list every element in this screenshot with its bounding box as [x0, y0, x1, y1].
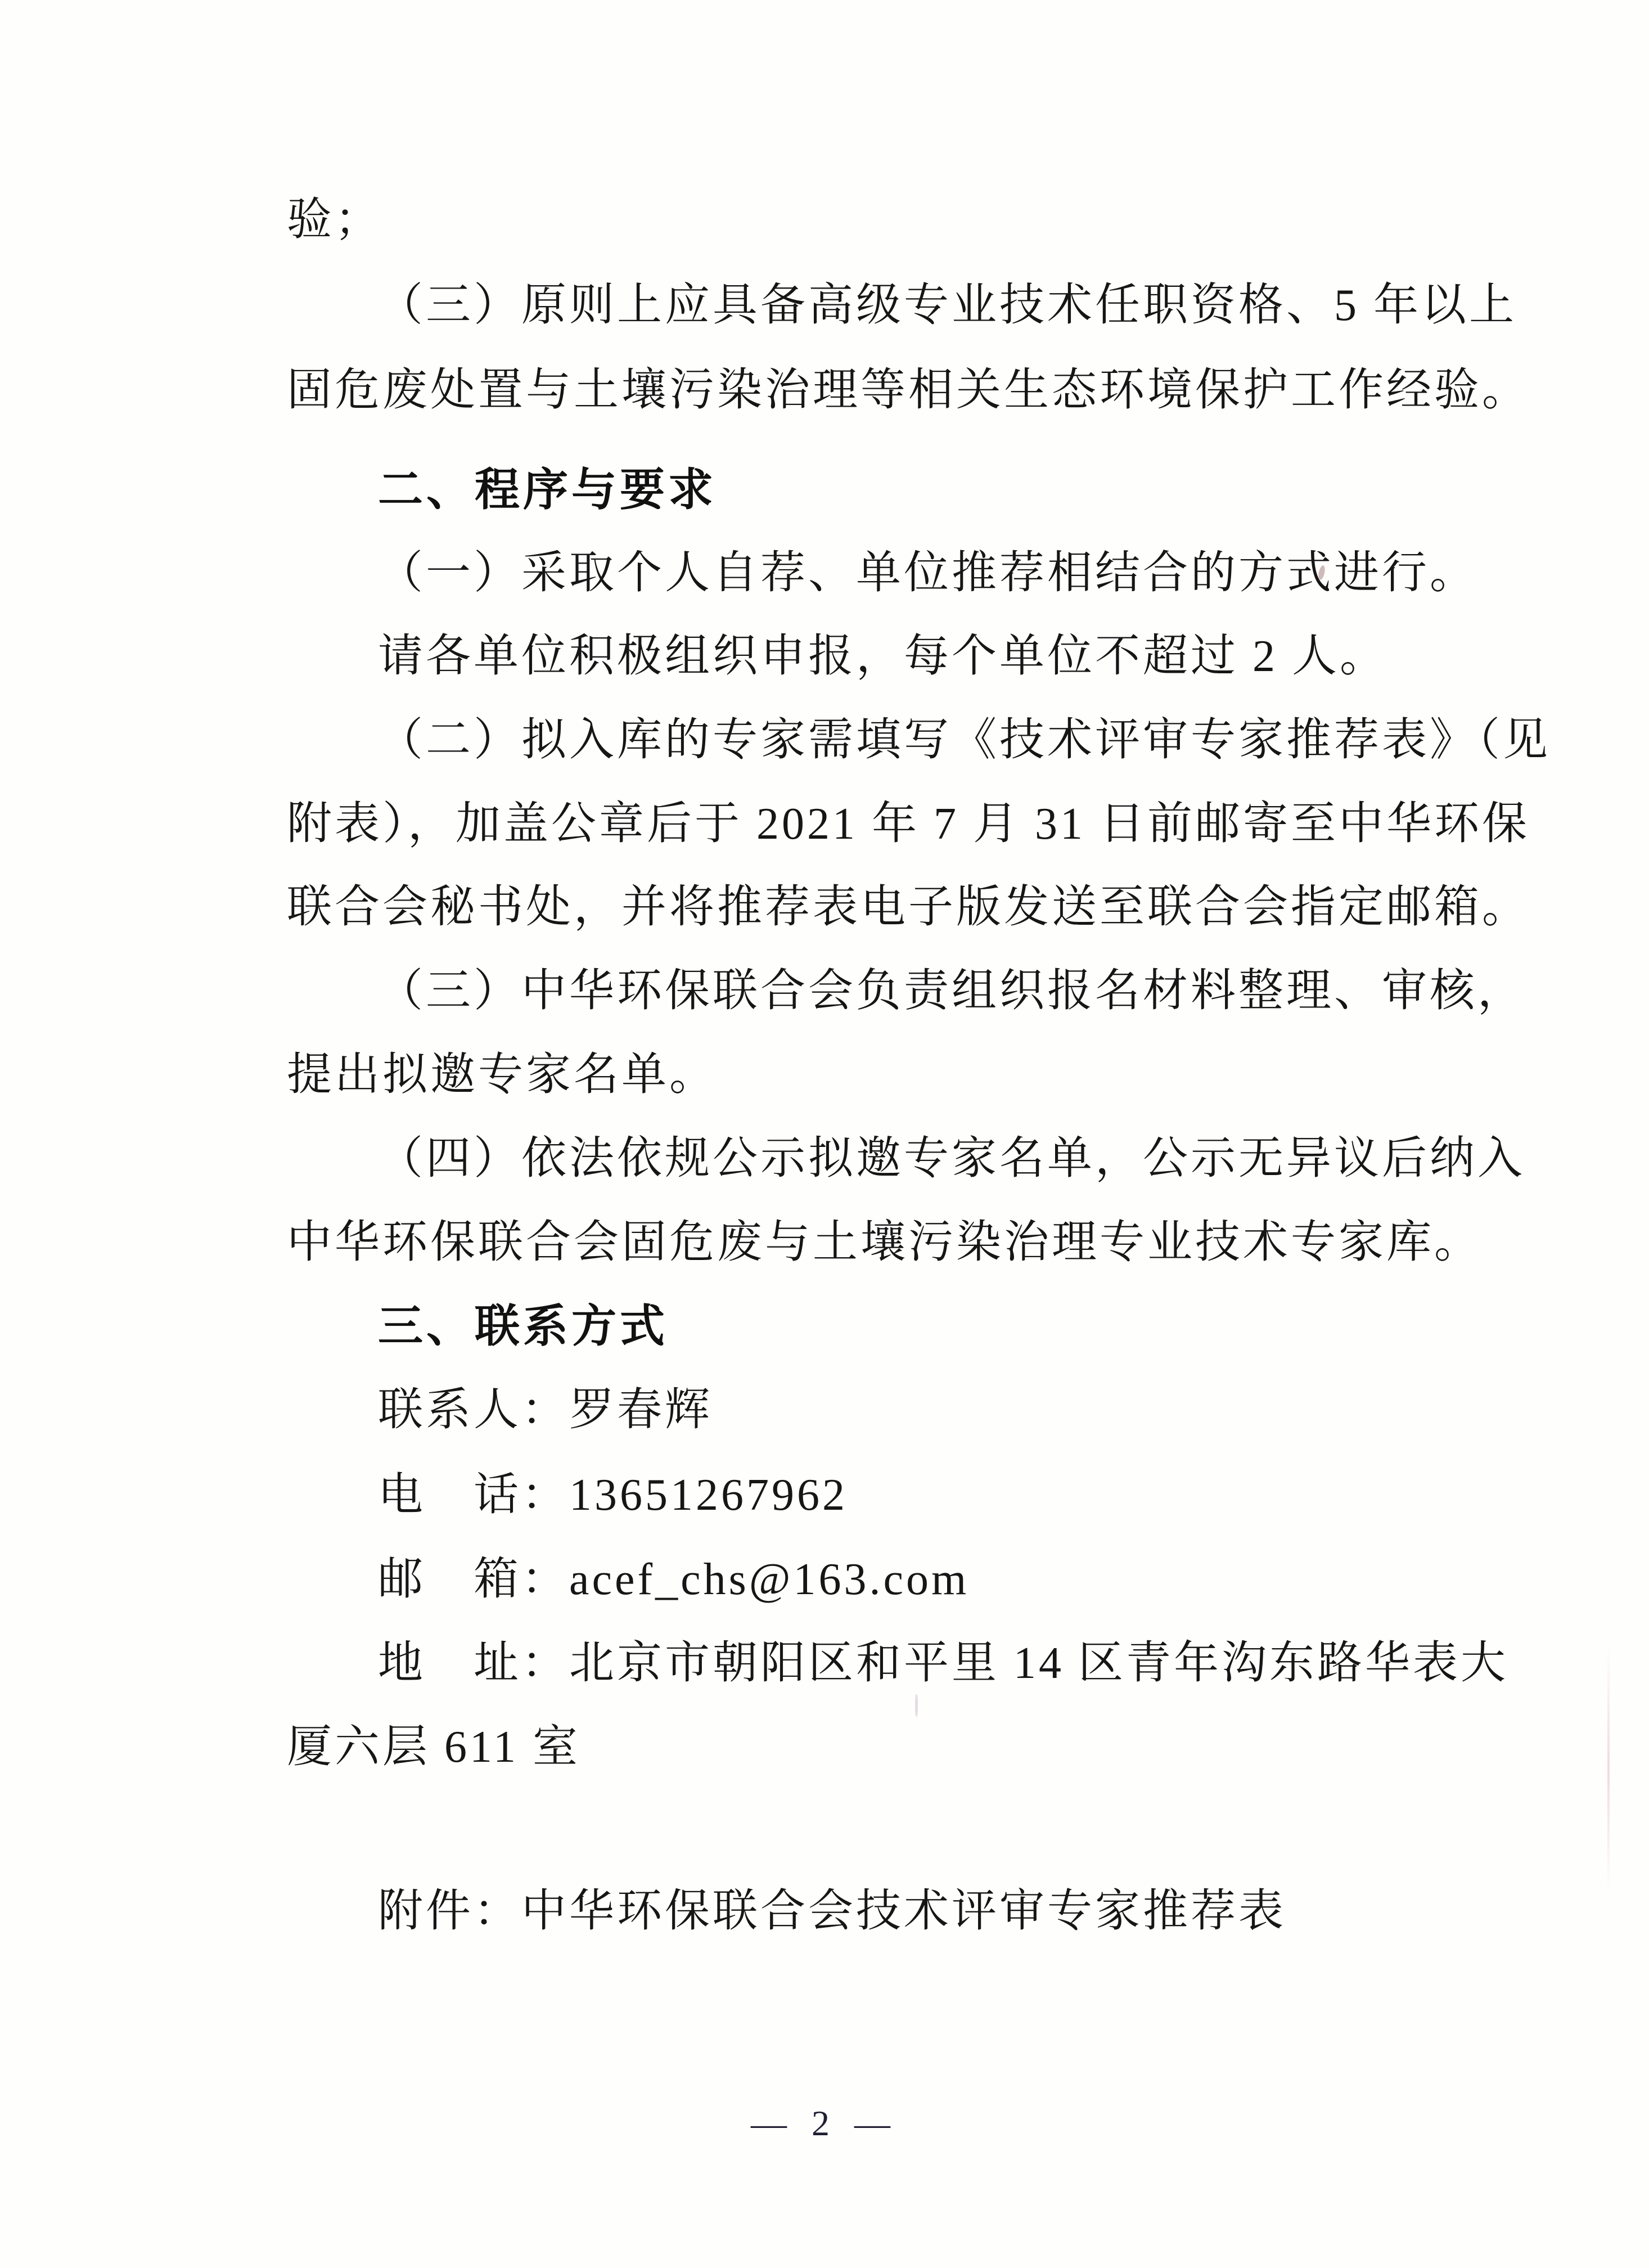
- body-line: 提出拟邀专家名单。: [287, 1050, 717, 1100]
- body-line: （四）依法依规公示拟邀专家名单，公示无异议后纳入: [378, 1134, 1525, 1184]
- body-line: 附表），加盖公章后于 2021 年 7 月 31 日前邮寄至中华环保: [287, 799, 1530, 849]
- body-line: （三）原则上应具备高级专业技术任职资格、5 年以上: [378, 281, 1517, 330]
- contact-address-line: 地 址：北京市朝阳区和平里 14 区青年沟东路华表大: [378, 1639, 1508, 1688]
- contact-phone-line: 电 话：13651267962: [378, 1470, 848, 1520]
- contact-address-line-2: 厦六层 611 室: [287, 1722, 581, 1772]
- body-line: 联合会秘书处，并将推荐表电子版发送至联合会指定邮箱。: [287, 883, 1530, 932]
- page-number: — 2 —: [751, 2103, 898, 2143]
- body-line: （一）采取个人自荐、单位推荐相结合的方式进行。: [378, 548, 1477, 598]
- scan-artifact: [1607, 1648, 1610, 1890]
- scan-artifact: [915, 1694, 918, 1717]
- section-heading-procedure: 二、程序与要求: [378, 465, 717, 515]
- body-line: 中华环保联合会固危废与土壤污染治理专业技术专家库。: [287, 1218, 1482, 1267]
- body-line: 请各单位积极组织申报，每个单位不超过 2 人。: [378, 632, 1387, 681]
- body-line: （二）拟入库的专家需填写《技术评审专家推荐表》（见: [378, 716, 1551, 765]
- body-line: 固危废处置与土壤污染治理等相关生态环境保护工作经验。: [287, 366, 1530, 415]
- body-line: （三）中华环保联合会负责组织报名材料整理、审核，: [378, 966, 1525, 1016]
- attachment-line: 附件：中华环保联合会技术评审专家推荐表: [378, 1887, 1286, 1936]
- contact-email-line: 邮 箱：acef_chs@163.com: [378, 1555, 970, 1604]
- section-heading-contact: 三、联系方式: [378, 1301, 668, 1351]
- body-line: 验；: [287, 195, 382, 245]
- contact-person-line: 联系人：罗春辉: [378, 1385, 713, 1435]
